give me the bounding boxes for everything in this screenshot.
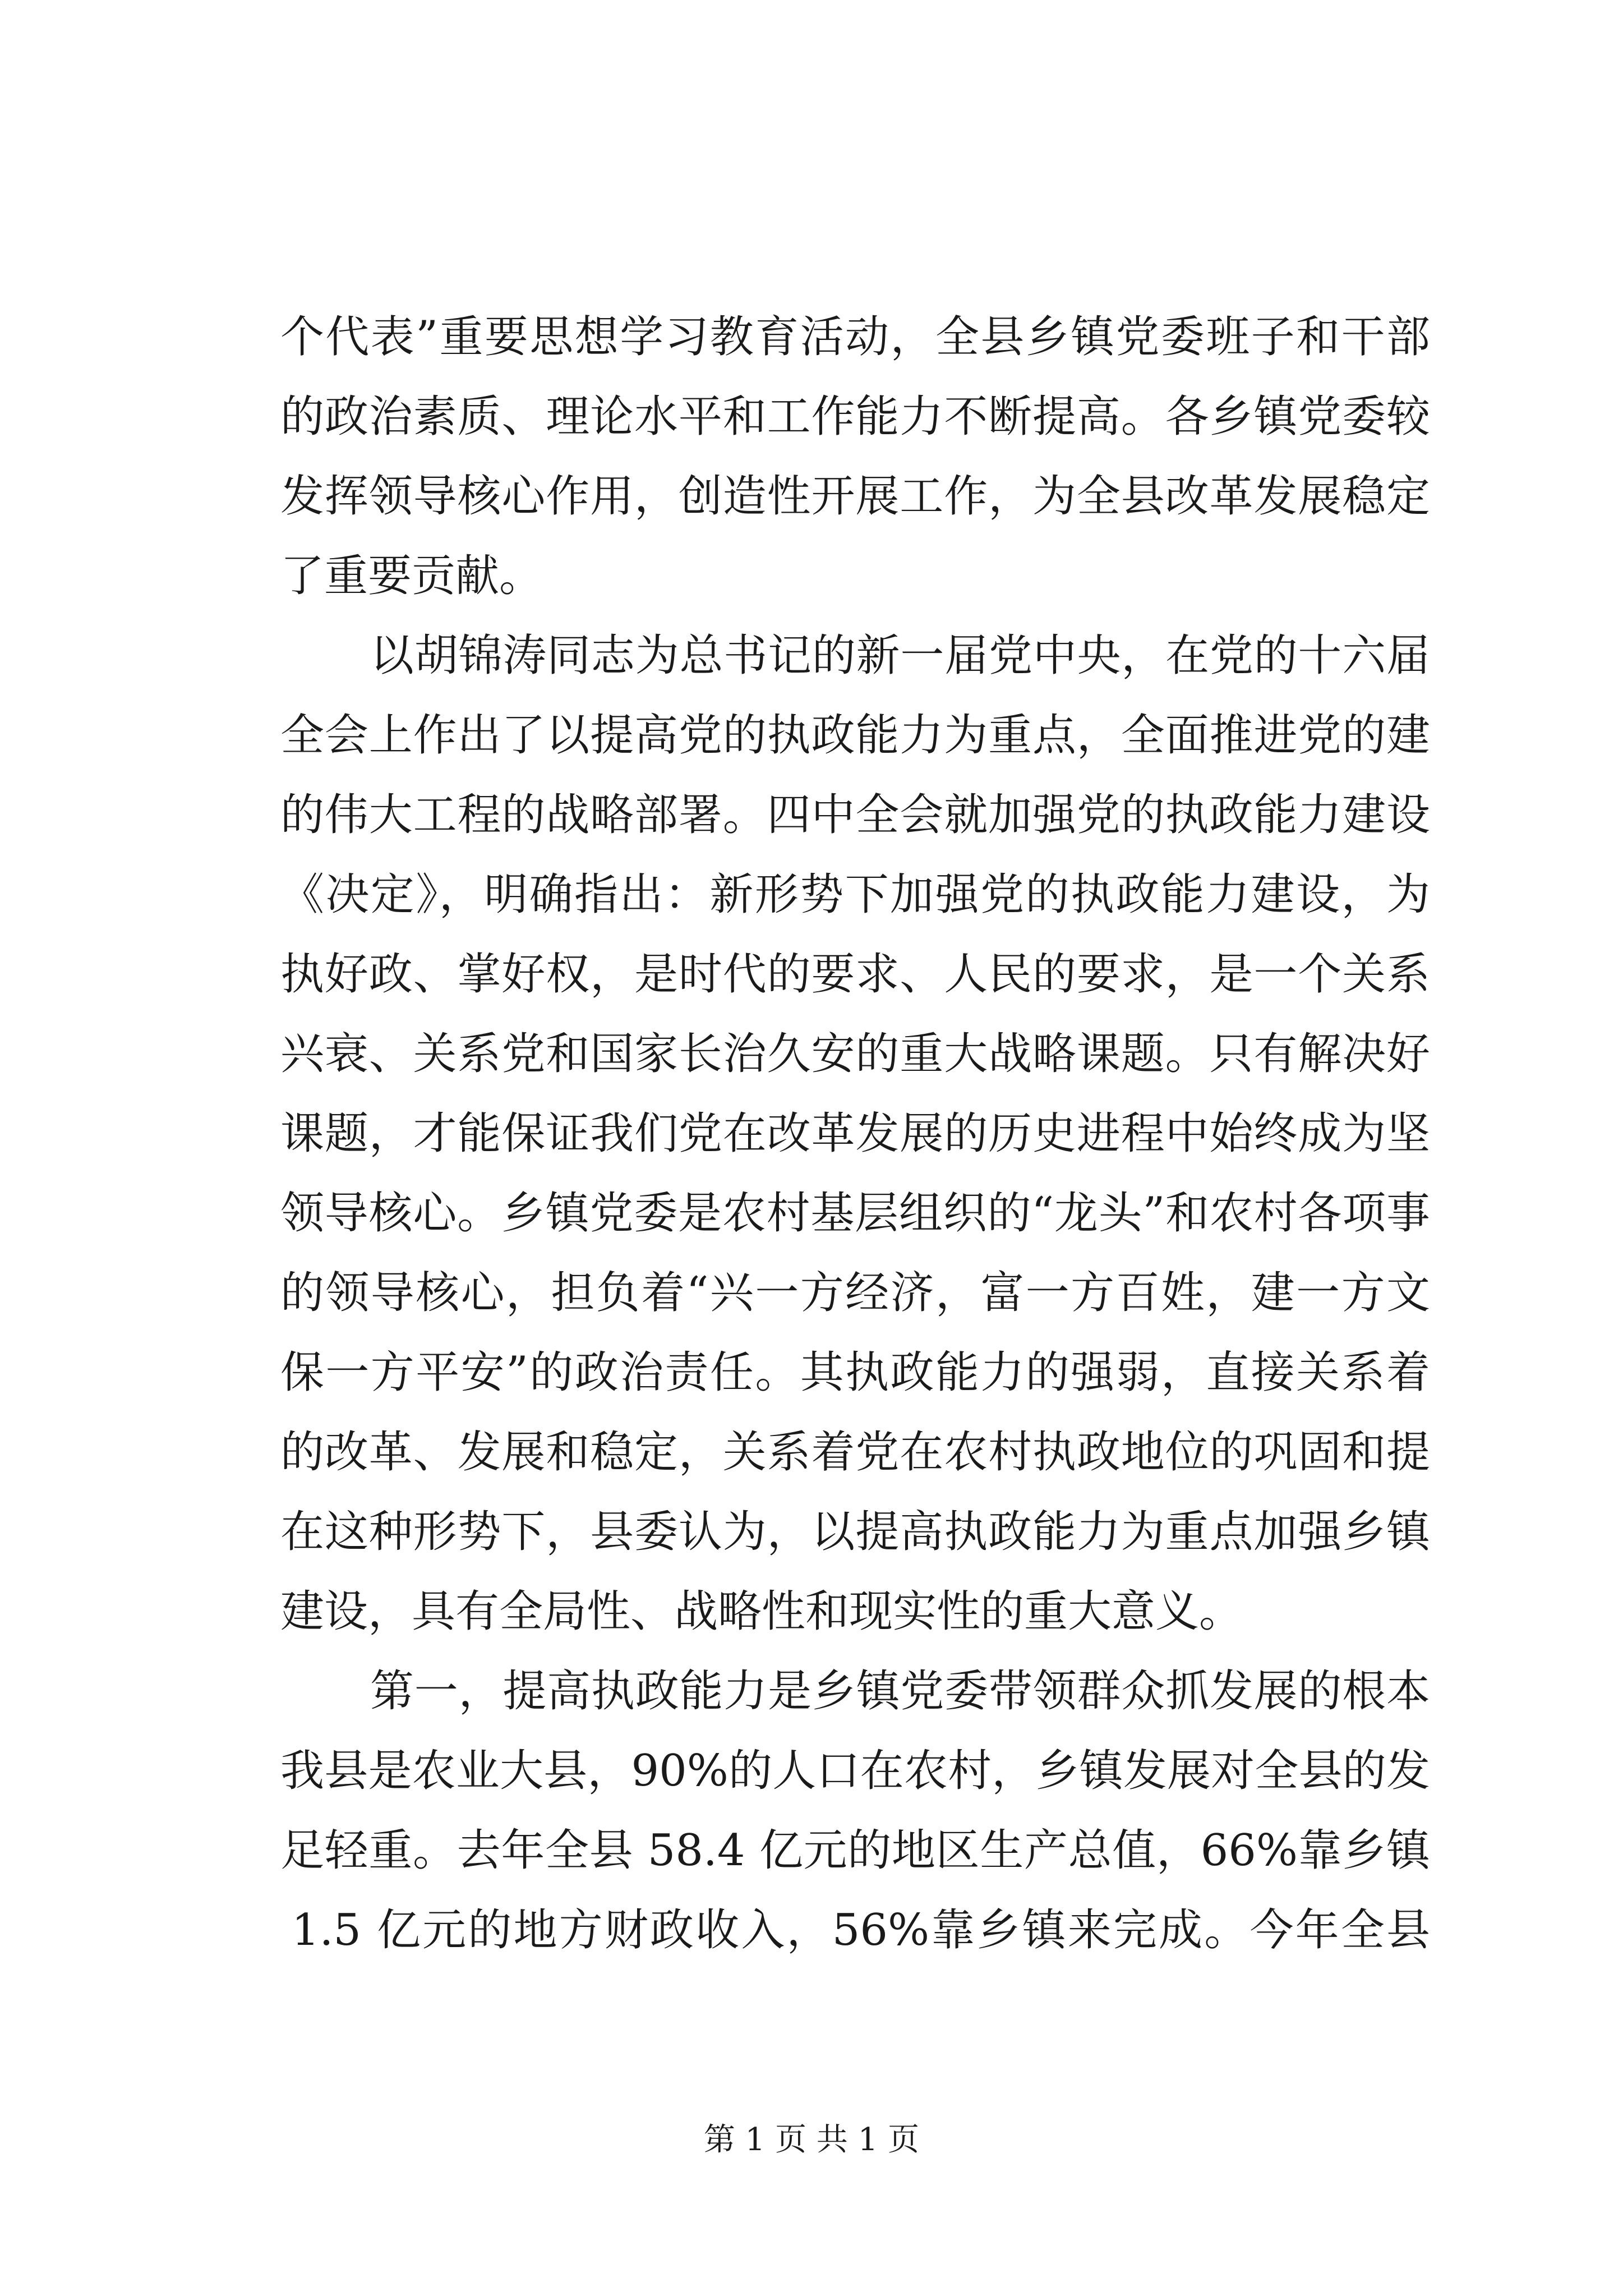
text-line: 在这种形势下，县委认为，以提高执政能力为重点加强乡镇: [280, 1507, 1430, 1557]
text-line: 建设，具有全局性、战略性和现实性的重大意义。: [280, 1586, 1243, 1637]
text-line: 兴衰、关系党和国家长治久安的重大战略课题。只有解决好: [280, 1029, 1430, 1079]
text-line: 我县是农业大县，90%的人口在农村，乡镇发展对全县的发: [280, 1746, 1430, 1796]
text-line: 领导核心。乡镇党委是农村基层组织的“龙头”和农村各项事: [280, 1188, 1430, 1239]
text-line: 以胡锦涛同志为总书记的新一届党中央，在党的十六届: [370, 631, 1430, 681]
text-line: 的伟大工程的战略部署。四中全会就加强党的执政能力建设: [280, 790, 1430, 840]
text-line: 了重要贡献。: [280, 551, 543, 601]
text-line: 执好政、掌好权，是时代的要求、人民的要求，是一个关系: [280, 949, 1430, 1000]
text-line: 足轻重。去年全县 58.4 亿元的地区生产总值，66%靠乡镇: [280, 1825, 1430, 1876]
text-line: 保一方平安”的政治责任。其执政能力的强弱，直接关系着: [280, 1347, 1430, 1398]
text-line: 个代表”重要思想学习教育活动，全县乡镇党委班子和干部: [280, 312, 1430, 362]
page-footer: 第 1 页 共 1 页: [703, 2122, 920, 2158]
text-line: 的改革、发展和稳定，关系着党在农村执政地位的巩固和提: [280, 1427, 1430, 1478]
text-line: 的领导核心，担负着“兴一方经济，富一方百姓，建一方文: [280, 1268, 1430, 1318]
text-line: 课题，才能保证我们党在改革发展的历史进程中始终成为坚: [280, 1108, 1430, 1159]
text-line: 发挥领导核心作用，创造性开展工作，为全县改革发展稳定: [280, 471, 1430, 522]
text-line: 全会上作出了以提高党的执政能力为重点，全面推进党的建: [280, 710, 1430, 761]
text-line: 的政治素质、理论水平和工作能力不断提高。各乡镇党委较: [280, 392, 1430, 442]
document-body: [280, 297, 1430, 1970]
text-line: 1.5 亿元的地方财政收入，56%靠乡镇来完成。今年全县: [292, 1905, 1430, 1955]
text-line: 《决定》，明确指出：新形势下加强党的执政能力建设，为: [280, 869, 1430, 920]
text-line: 第一，提高执政能力是乡镇党委带领群众抓发展的根本: [370, 1666, 1430, 1717]
